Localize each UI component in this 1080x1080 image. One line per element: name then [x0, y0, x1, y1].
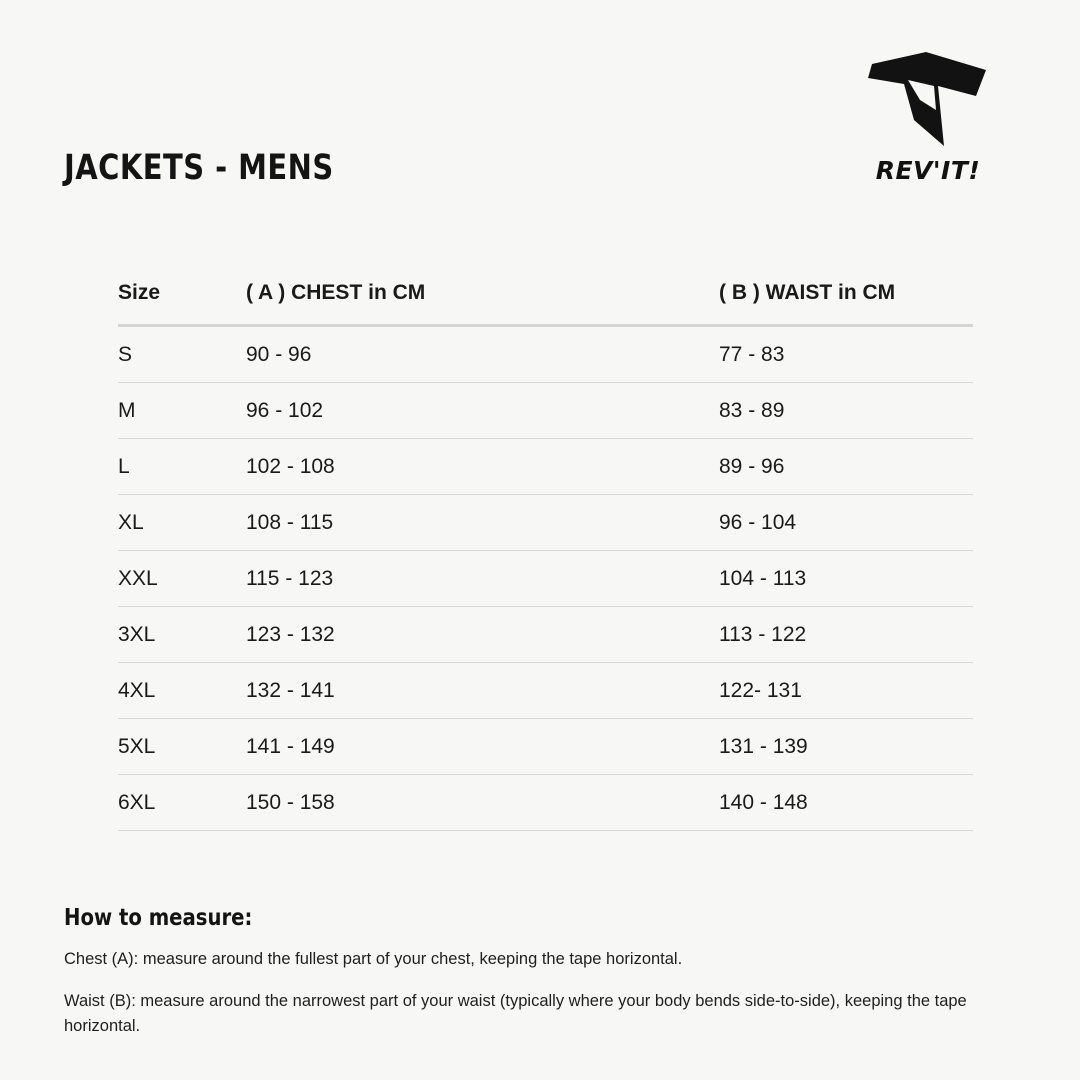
cell-waist: 140 - 148 — [719, 790, 808, 814]
cell-chest: 90 - 96 — [246, 342, 312, 366]
cell-chest: 115 - 123 — [246, 566, 334, 590]
cell-chest: 150 - 158 — [246, 790, 335, 814]
cell-waist: 113 - 122 — [719, 622, 807, 646]
table-row — [118, 383, 973, 439]
cell-size: L — [118, 454, 130, 478]
cell-size: XL — [118, 510, 144, 534]
cell-size: 6XL — [118, 790, 156, 814]
table-row — [118, 775, 973, 831]
how-to-measure-waist: Waist (B): measure around the narrowest part of your waist (typically where your body bends side-to-side), keeping the tape horizontal. — [64, 991, 967, 1036]
cell-chest: 141 - 149 — [246, 734, 335, 758]
cell-waist: 104 - 113 — [719, 566, 807, 590]
cell-size: 4XL — [118, 678, 156, 702]
svg-text:REV'IT!: REV'IT! — [875, 156, 981, 185]
page-title: JACKETS - MENS — [64, 148, 334, 188]
revit-logo — [848, 50, 1008, 200]
revit-wordmark — [848, 154, 1008, 186]
cell-chest: 123 - 132 — [246, 622, 335, 646]
table-row — [118, 607, 973, 663]
table-header-row — [118, 262, 973, 327]
table-row — [118, 439, 973, 495]
size-table — [118, 262, 973, 831]
cell-size: 3XL — [118, 622, 156, 646]
cell-size: XXL — [118, 566, 158, 590]
cell-waist: 122- 131 — [719, 678, 802, 702]
revit-logo-mark-icon — [864, 50, 994, 148]
table-row — [118, 327, 973, 383]
how-to-measure-chest: Chest (A): measure around the fullest part of your chest, keeping the tape horizontal. — [64, 950, 683, 968]
cell-chest: 96 - 102 — [246, 398, 324, 422]
column-header-waist: ( B ) WAIST in CM — [719, 281, 896, 304]
table-row — [118, 495, 973, 551]
cell-chest: 132 - 141 — [246, 678, 335, 702]
cell-waist: 89 - 96 — [719, 454, 785, 478]
cell-chest: 102 - 108 — [246, 454, 335, 478]
cell-chest: 108 - 115 — [246, 510, 334, 534]
cell-size: 5XL — [118, 734, 156, 758]
table-row — [118, 551, 973, 607]
cell-waist: 96 - 104 — [719, 510, 797, 534]
table-row — [118, 663, 973, 719]
cell-size: S — [118, 342, 133, 366]
how-to-measure-section — [64, 905, 1014, 1056]
how-to-measure-title: How to measure: — [64, 905, 253, 931]
cell-waist: 131 - 139 — [719, 734, 808, 758]
column-header-chest: ( A ) CHEST in CM — [246, 281, 426, 304]
column-header-size: Size — [118, 281, 161, 304]
cell-waist: 77 - 83 — [719, 342, 785, 366]
table-row — [118, 719, 973, 775]
cell-waist: 83 - 89 — [719, 398, 785, 422]
cell-size: M — [118, 398, 136, 422]
